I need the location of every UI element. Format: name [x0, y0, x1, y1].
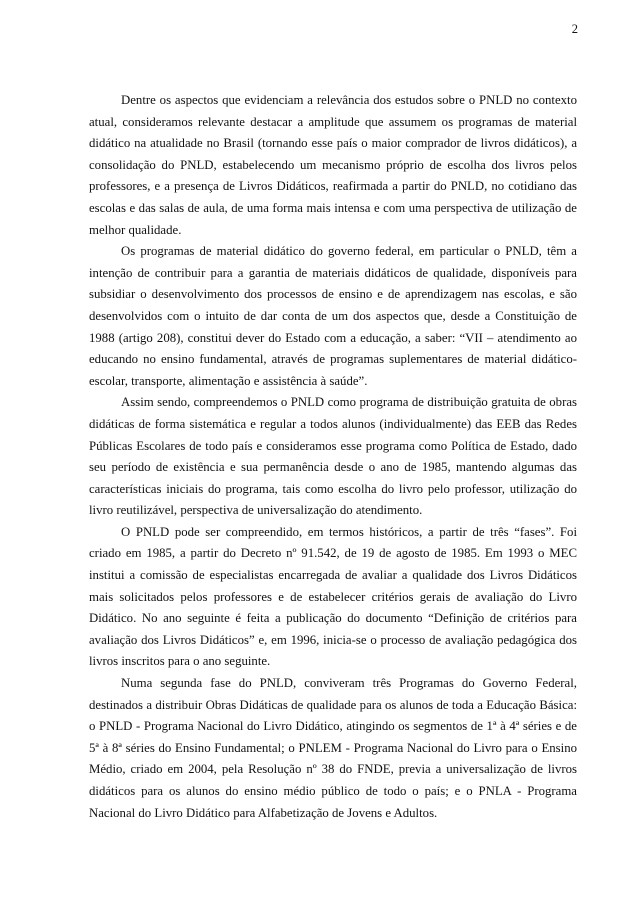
paragraph-historical-phases: O PNLD pode ser compreendido, em termos históricos, a partir de três “fases”. Foi criado em 1985, a partir do Decreto nº 91.542, de 19 de agosto de 1985. Em 1993 o MEC institui a comissão de especialistas encarregada de avaliar a qualidade dos Livros Didáticos mais solicitados pelos professores e de estabelecer critérios gerais de avaliação do Livro Didático. No ano seguinte é feita a publicação do documento “Definição de critérios para avaliação dos Livros Didáticos” e, em 1996, inicia-se o processo de avaliação pedagógica dos livros inscritos para o ano seguinte. — [89, 524, 577, 669]
page-number: 2 — [571, 22, 578, 36]
paragraph-federal-programs: Os programas de material didático do governo federal, em particular o PNLD, têm a intenção de contribuir para a garantia de materiais didáticos de qualidade, disponíveis para subsidiar o desenvolvimento dos processos de ensino e de aprendizagem nas escolas, e são desenvolvidos com o intuito de dar conta de um dos aspectos que, desde a Constituição de 1988 (artigo 208), constitui dever do Estado com a educação, a saber: “VII – atendimento ao educando no ensino fundamental, através de programas suplementares de material didático-escolar, transporte, alimentação e assistência à saúde”. — [89, 244, 577, 388]
body-text — [89, 90, 577, 824]
paragraph-state-policy: Assim sendo, compreendemos o PNLD como programa de distribuição gratuita de obras didáticas de forma sistemática e regular a todos alunos (individualmente) das EEB das Redes Públicas Escolares de todo país e consideramos esse programa como Política de Estado, dado seu período de existência e sua permanência desde o ano de 1985, mantendo algumas das características iniciais do programa, tais como escolha do livro pelo professor, utilização do livro reutilizável, perspectiva de universalização do atendimento. — [89, 395, 577, 518]
paragraph-second-phase: Numa segunda fase do PNLD, conviveram três Programas do Governo Federal, destinados a distribuir Obras Didáticas de qualidade para os alunos de toda a Educação Básica: o PNLD - Programa Nacional do Livro Didático, atingindo os segmentos de 1ª à 4ª séries e de 5ª à 8ª séries do Ensino Fundamental; o PNLEM - Programa Nacional do Livro para o Ensino Médio, criado em 2004, pela Resolução nº 38 do FNDE, previa a universalização de livros didáticos para os alunos do ensino médio público de todo o país; e o PNLA - Programa Nacional do Livro Didático para Alfabetização de Jovens e Adultos. — [89, 676, 577, 820]
paragraph-pnld-relevance: Dentre os aspectos que evidenciam a relevância dos estudos sobre o PNLD no contexto atual, consideramos relevante destacar a amplitude que assumem os programas de material didático na atualidade no Brasil (tornando esse país o maior comprador de livros didáticos), a consolidação do PNLD, estabelecendo um mecanismo próprio de escolha dos livros pelos professores, e a presença de Livros Didáticos, reafirmada a partir do PNLD, no cotidiano das escolas e das salas de aula, de uma forma mais intensa e com uma perspectiva de utilização de melhor qualidade. — [89, 93, 577, 237]
